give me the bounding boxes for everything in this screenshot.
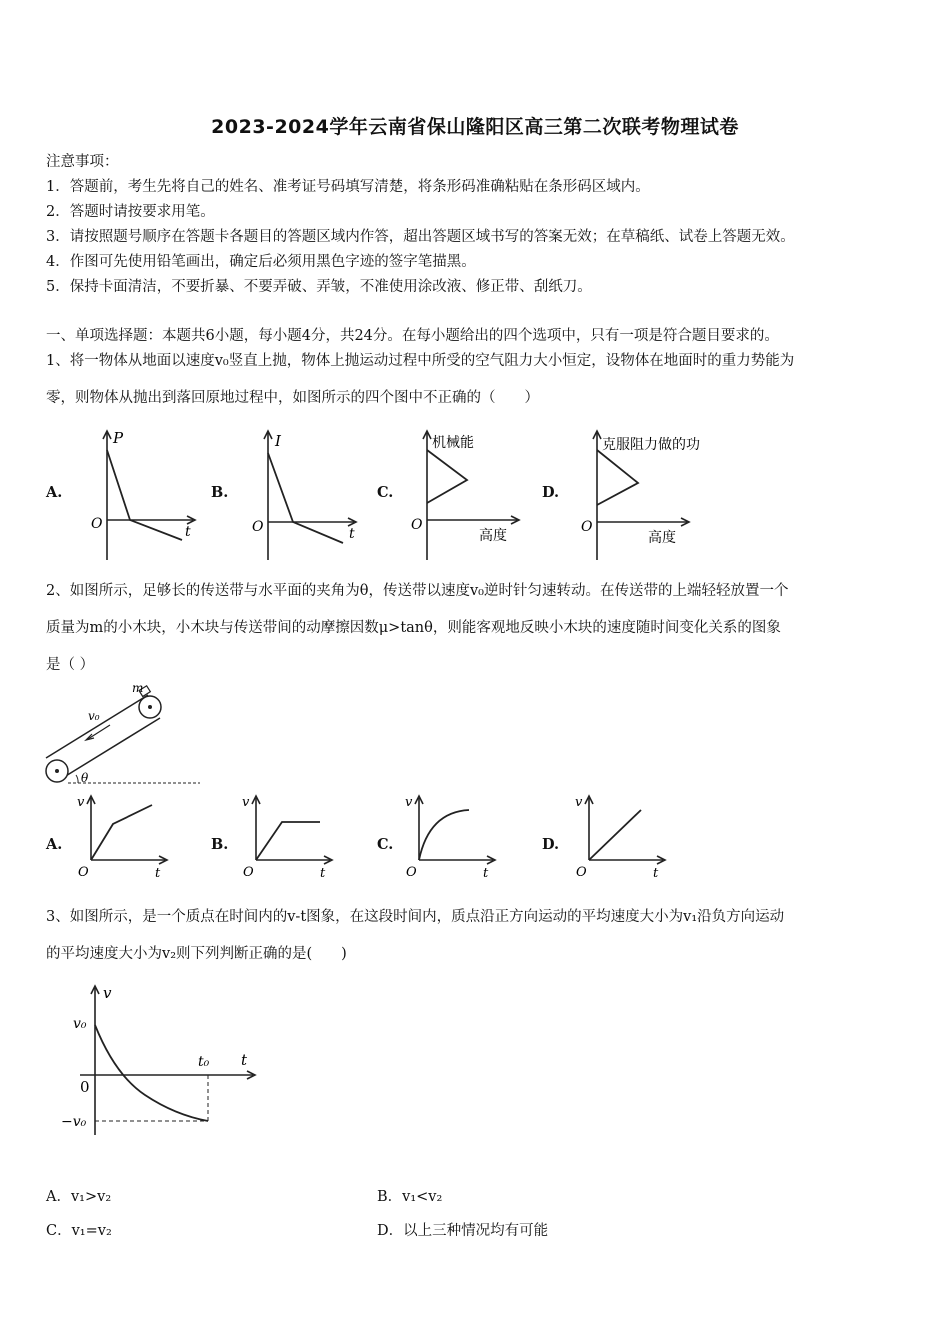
q1-option-a: A. — [46, 484, 63, 501]
q2a-o-label: O — [78, 865, 89, 880]
q2-line-2: 质量为m的小木块，小木块与传送带间的动摩擦因数μ>tanθ，则能客观地反映小木块的速度随时间变化关系的图象 — [46, 620, 781, 636]
q2d-t-label: t — [653, 866, 659, 881]
q1a-o-label: O — [91, 516, 103, 532]
q1-graph-c — [405, 425, 525, 565]
q3-vt-graph — [55, 980, 270, 1140]
q1-line-2: 零，则物体从抛出到落回原地过程中，如图所示的四个图中不正确的（ ） — [46, 390, 539, 406]
q2a-t-label: t — [155, 866, 161, 881]
q2c-o-label: O — [406, 865, 417, 880]
q1d-o-label: O — [581, 519, 593, 535]
q2-conveyor-figure — [40, 682, 215, 792]
q2-option-b: B. — [211, 836, 229, 853]
q1d-height-label: 高度 — [648, 530, 676, 546]
q1-option-c: C. — [377, 484, 394, 501]
notice-item-1: 1．答题前，考生先将自己的姓名、准考证号码填写清楚，将条形码准确粘贴在条形码区域内。 — [46, 179, 650, 195]
q2-graph-c — [403, 790, 503, 882]
q2-v0-label: v₀ — [88, 709, 100, 723]
q2-theta-label: θ — [81, 771, 89, 785]
q1c-mech-label: 机械能 — [432, 435, 474, 451]
q1-graph-d — [575, 425, 725, 565]
q2-graph-a — [75, 790, 175, 882]
q3-line-1: 3、如图所示，是一个质点在时间内的v-t图象，在这段时间内，质点沿正方向运动的平均速度大小为v₁沿负方向运动 — [46, 909, 785, 925]
q2-option-c: C. — [377, 836, 394, 853]
q3-t0-label: t₀ — [198, 1054, 210, 1070]
section-heading: 一、单项选择题：本题共6小题，每小题4分，共24分。在每小题给出的四个选项中，只有一项是符合题目要求的。 — [46, 328, 779, 344]
q3-neg-v0-label: −v₀ — [61, 1114, 87, 1130]
q2-option-a: A. — [46, 836, 63, 853]
q1a-t-label: t — [185, 524, 191, 540]
q1b-t-label: t — [349, 526, 355, 542]
page-title: 2023-2024学年云南省保山隆阳区高三第二次联考物理试卷 — [211, 116, 739, 138]
q2-graph-b — [240, 790, 340, 882]
q2c-t-label: t — [483, 866, 489, 881]
q2b-v-label: v — [242, 795, 250, 810]
q3-v0-label: v₀ — [73, 1016, 87, 1032]
q2b-o-label: O — [243, 865, 254, 880]
q3-origin-label: 0 — [80, 1078, 90, 1096]
q1-option-b: B. — [211, 484, 229, 501]
q2d-v-label: v — [575, 795, 583, 810]
q1c-o-label: O — [411, 517, 423, 533]
q3-option-d: D．以上三种情况均有可能 — [377, 1223, 549, 1239]
q3-v-axis-label: v — [103, 984, 112, 1002]
q3-line-2: 的平均速度大小为v₂则下列判断正确的是( ) — [46, 946, 347, 962]
q1b-i-label: I — [275, 432, 281, 450]
q1b-o-label: O — [252, 519, 264, 535]
q1a-p-label: P — [113, 429, 124, 447]
q2d-o-label: O — [576, 865, 587, 880]
q1-graph-b — [248, 425, 363, 565]
notice-item-3: 3．请按照题号顺序在答题卡各题目的答题区域内作答，超出答题区域书写的答案无效；在草稿纸、试卷上答题无效。 — [46, 229, 795, 245]
q2-graph-d — [573, 790, 673, 882]
q3-option-b: B．v₁<v₂ — [377, 1189, 443, 1205]
notice-item-2: 2．答题时请按要求用笔。 — [46, 204, 215, 220]
q2b-t-label: t — [320, 866, 326, 881]
q3-t-axis-label: t — [241, 1051, 248, 1069]
q1d-work-label: 克服阻力做的功 — [602, 437, 700, 453]
notice-item-5: 5．保持卡面清洁，不要折暴、不要弄破、弄皱，不准使用涂改液、修正带、刮纸刀。 — [46, 279, 592, 295]
q3-option-a: A．v₁>v₂ — [46, 1189, 112, 1205]
q2-line-3: 是（ ） — [46, 657, 95, 673]
q1-line-1: 1、将一物体从地面以速度v₀竖直上抛，物体上抛运动过程中所受的空气阻力大小恒定，设物体在地面时的重力势能为 — [46, 353, 795, 369]
q1-option-d: D. — [542, 484, 560, 501]
q2a-v-label: v — [77, 795, 85, 810]
notice-item-4: 4．作图可先使用铅笔画出，确定后必须用黑色字迹的签字笔描黑。 — [46, 254, 476, 270]
q2-m-label: m — [132, 682, 144, 695]
q2-option-d: D. — [542, 836, 560, 853]
q2c-v-label: v — [405, 795, 413, 810]
q1-graph-a — [85, 425, 200, 565]
q3-option-c: C．v₁=v₂ — [46, 1223, 112, 1239]
q1c-height-label: 高度 — [479, 528, 507, 544]
q2-line-1: 2、如图所示，足够长的传送带与水平面的夹角为θ，传送带以速度v₀逆时针匀速转动。在传送带的上端轻轻放置一个 — [46, 583, 789, 599]
notice-heading: 注意事项： — [46, 154, 119, 170]
